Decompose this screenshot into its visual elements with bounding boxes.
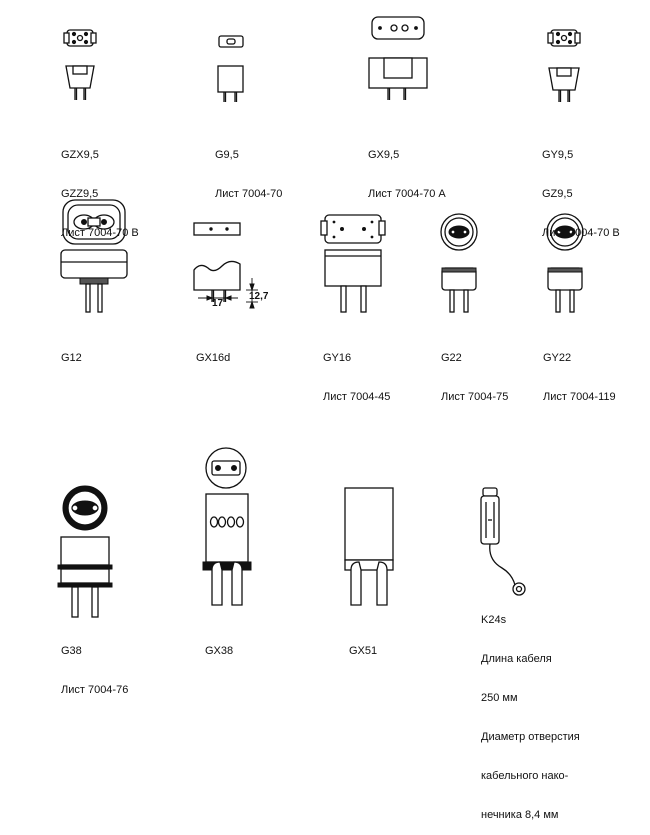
- caption-line: Лист 7004-75: [441, 391, 509, 403]
- gx95-drawing: [369, 17, 427, 100]
- caption-gy22: [543, 326, 616, 417]
- caption-line: GZ9,5: [542, 188, 573, 200]
- caption-line: GX51: [349, 645, 378, 657]
- caption-line: 250 мм: [481, 692, 518, 704]
- caption-gy95: [542, 123, 620, 253]
- caption-line: GY9,5: [542, 149, 574, 161]
- g22-drawing: [441, 214, 477, 312]
- gy95-drawing: [548, 30, 580, 102]
- caption-line: Лист 7004-119: [543, 391, 616, 403]
- dimension-height: 12,7: [249, 291, 269, 302]
- caption-gx51: [349, 619, 377, 671]
- caption-line: Диаметр отверстия: [481, 731, 580, 743]
- caption-line: GY22: [543, 352, 572, 364]
- caption-line: Лист 7004-70 B: [61, 227, 139, 239]
- caption-line: кабельного нако-: [481, 770, 569, 782]
- gx38-drawing: [203, 448, 251, 605]
- caption-line: G9,5: [215, 149, 239, 161]
- caption-line: Лист 7004-76: [61, 684, 129, 696]
- g95-drawing: [218, 36, 243, 102]
- gy16-drawing: [321, 215, 385, 312]
- k24s-drawing: [481, 488, 525, 595]
- caption-line: GY16: [323, 352, 352, 364]
- caption-gx95: [368, 123, 446, 214]
- caption-g95: [215, 123, 282, 214]
- caption-line: GX16d: [196, 352, 231, 364]
- dimension-pitch: 17: [212, 298, 224, 309]
- gx16d-drawing: [194, 223, 269, 309]
- caption-gx38: [205, 619, 233, 671]
- caption-line: Лист 7004-70 A: [368, 188, 446, 200]
- gx51-drawing: [345, 488, 393, 605]
- caption-line: GZX9,5: [61, 149, 99, 161]
- caption-line: G22: [441, 352, 462, 364]
- caption-gzx95: [61, 123, 139, 253]
- caption-line: GX9,5: [368, 149, 400, 161]
- caption-line: Длина кабеля: [481, 653, 552, 665]
- caption-line: GX38: [205, 645, 234, 657]
- caption-gy16: [323, 326, 390, 417]
- caption-line: Лист 7004-70: [215, 188, 283, 200]
- caption-line: G12: [61, 352, 82, 364]
- g38-drawing: [58, 486, 112, 617]
- caption-line: K24s: [481, 614, 507, 626]
- caption-k24s: [481, 588, 580, 835]
- caption-line: нечника 8,4 мм: [481, 809, 559, 821]
- caption-g38: [61, 619, 128, 710]
- gzx95-drawing: [64, 30, 96, 100]
- caption-line: Лист 7004-45: [323, 391, 391, 403]
- caption-g12: [61, 326, 82, 378]
- caption-line: Лист 7004-70 B: [542, 227, 620, 239]
- caption-g22: [441, 326, 508, 417]
- caption-gx16d: [196, 326, 230, 378]
- caption-line: GZZ9,5: [61, 188, 99, 200]
- caption-line: G38: [61, 645, 82, 657]
